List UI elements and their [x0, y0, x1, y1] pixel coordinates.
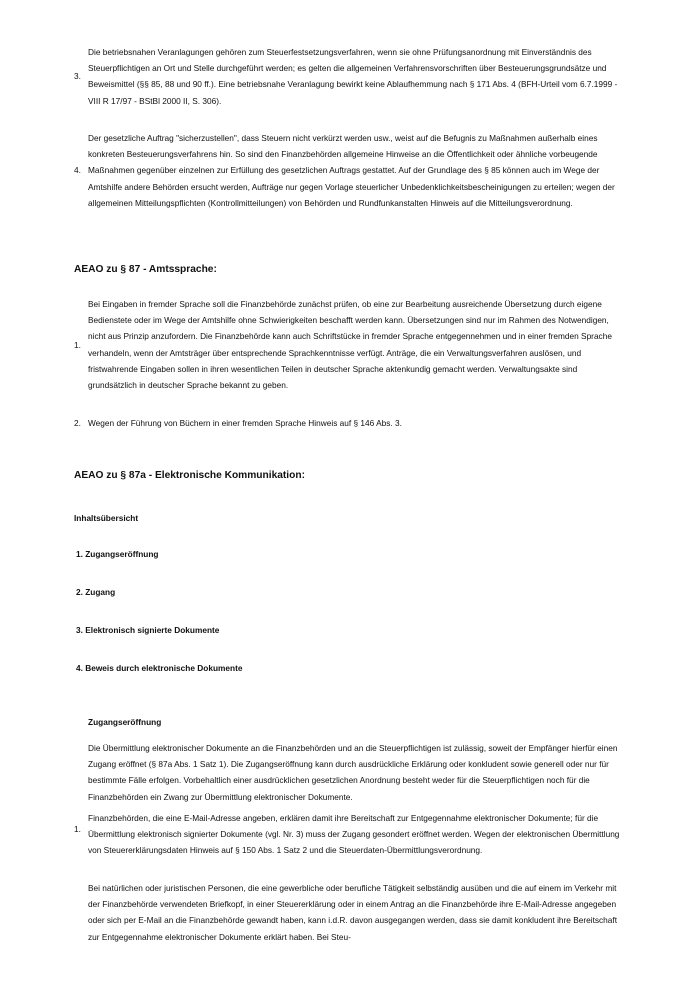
item-number: 1. — [74, 339, 81, 350]
toc-title: Inhaltsübersicht — [74, 513, 139, 523]
item-text: Die betriebsnahen Veranlagungen gehören zum Steuerfestsetzungsverfahren, wenn sie ohne Prüfungsanordnung mit Einverständnis des Steuerpflichtigen an Ort und Stelle durchgeführt werden; es gelten die allgemeinen Verfahrensvorschriften über Besteuerungsgrundsätze und Beweismittel (§§ 85, 88 und 90 ff.). Eine betriebsnahe Veranlagung bewirkt keine Ablaufhemmung nach § 171 Abs. 4 (BFH-Urteil vom 6.7.1999 - VIII R 17/97 - BStBl 2000 II, S. 306). — [88, 47, 618, 106]
section-heading: AEAO zu § 87a - Elektronische Kommunikation: — [74, 470, 305, 481]
item-number: 1. — [74, 823, 81, 834]
list-item — [74, 714, 634, 944]
toc-entry: 4. Beweis durch elektronische Dokumente — [76, 663, 243, 673]
item-body — [88, 714, 620, 944]
toc-entry: 1. Zugangseröffnung — [76, 549, 159, 559]
item-text: Wegen der Führung von Büchern in einer fremden Sprache Hinweis auf § 146 Abs. 3. — [88, 418, 402, 428]
item-number: 4. — [74, 165, 81, 176]
list-item — [74, 44, 634, 109]
toc-entry: 2. Zugang — [76, 587, 116, 597]
paragraph: Die Übermittlung elektronischer Dokumente an die Finanzbehörden und an die Steuerpflichtigen ist zulässig, soweit der Empfänger hierfür einen Zugang eröffnet (§ 87a Abs. 1 Satz 1). Die Zugangseröffnung kann durch ausdrückliche Erklärung oder konkludent sowie generell oder nur für bestimmte Fälle erfolgen. Vorbehaltlich einer ausdrücklichen gesetzlichen Anordnung besteht weder für die Steuerpflichtigen noch für die Finanzbehörden ein Zwang zur Übermittlung elektronischer Dokumente. — [88, 743, 618, 802]
item-text: Der gesetzliche Auftrag "sicherzustellen", dass Steuern nicht verkürzt werden usw., weist auf die Befugnis zu Maßnahmen außerhalb eines konkreten Besteuerungsverfahrens hin. So sind den Finanzbehörden allgemeine Hinweise an die Öffentlichkeit oder ähnliche vorbeugende Maßnahmen gegenüber einzelnen zur Erfüllung des gesetzlichen Auftrags gestattet. Auf der Grundlage des § 85 können auch im Wege der Amtshilfe andere Behörden ersucht werden, Aufträge nur gegen Vorlage steuerlicher Unbedenklichkeitsbescheinigungen zu erteilen; wegen der allgemeinen Mitteilungspflichten (Kontrollmitteilungen) von Behörden und Rundfunkanstalten Hinweis auf die Mitteilungsverordnung. — [88, 133, 615, 208]
paragraph: Finanzbehörden, die eine E-Mail-Adresse angeben, erklären damit ihre Bereitschaft zur Entgegennahme elektronischer Dokumente; für die Übermittlung elektronisch signierter Dokumente (vgl. Nr. 3) muss der Zugang gesondert eröffnet werden. Wegen der elektronischen Übermittlung von Steuererklärungsdaten Hinweis auf § 150 Abs. 1 Satz 2 und die Steuerdaten-Übermittlungsverordnung. — [88, 813, 620, 856]
list-item — [74, 296, 634, 393]
list-item — [74, 415, 634, 431]
item-title: Zugangseröffnung — [88, 717, 162, 727]
paragraph: Bei natürlichen oder juristischen Personen, die eine gewerbliche oder berufliche Tätigkeit selbständig ausüben und die auf einem im Verkehr mit der Finanzbehörde verwendeten Briefkopf, in einer Steuererklärung oder in einem Antrag an die Finanzbehörde ihre E-Mail-Adresse angegeben oder sich per E-Mail an die Finanzbehörde gewandt haben, kann i.d.R. davon ausgegangen werden, dass sie damit konkludent ihre Bereitschaft zur Entgegennahme elektronischer Dokumente erklärt haben. Bei Steu- — [88, 883, 618, 942]
item-number: 2. — [74, 418, 81, 428]
list-item — [74, 130, 634, 211]
toc-entry: 3. Elektronisch signierte Dokumente — [76, 625, 220, 635]
item-number: 3. — [74, 71, 81, 82]
section-heading: AEAO zu § 87 - Amtssprache: — [74, 264, 217, 275]
item-text: Bei Eingaben in fremder Sprache soll die Finanzbehörde zunächst prüfen, ob eine zur Bearbeitung ausreichende Übersetzung durch eigene Bedienstete oder im Wege der Amtshilfe ohne Schwierigkeiten beschafft werden kann. Übersetzungen sind nur im Rahmen des Notwendigen, nicht aus Prinzip anzufordern. Die Finanzbehörde kann auch Schriftstücke in fremder Sprache entgegennehmen und in einer fremden Sprache verhandeln, wenn der Amtsträger über entsprechende Sprachkenntnisse verfügt. Anträge, die ein Verwaltungsverfahren auslösen, und fristwahrende Eingaben sollen in ihren wesentlichen Teilen in deutscher Sprache aktenkundig gemacht werden. Verwaltungsakte sind grundsätzlich in deutscher Sprache bekannt zu geben. — [88, 299, 612, 391]
